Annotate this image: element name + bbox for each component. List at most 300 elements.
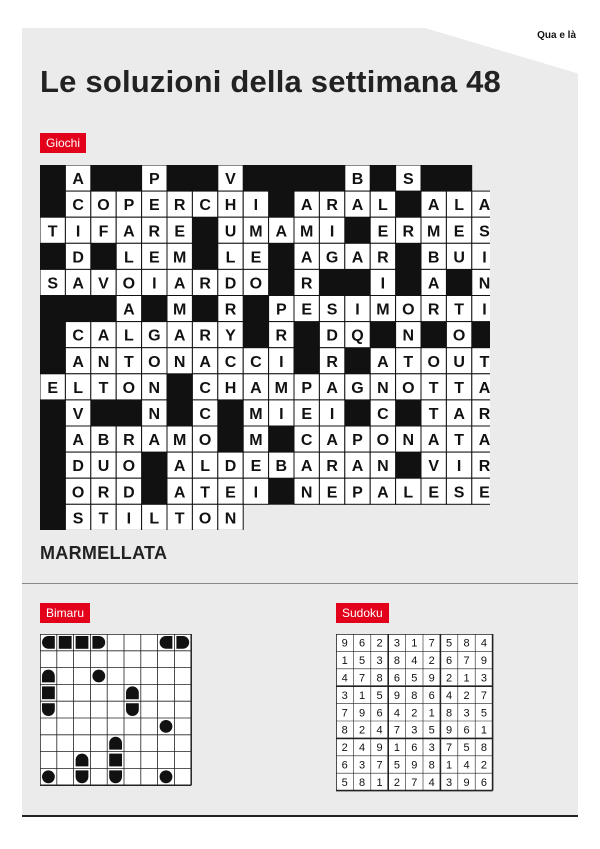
sudoku-digit: 3 <box>376 655 383 668</box>
crossword-black-cell <box>91 296 117 323</box>
sudoku-digit: 7 <box>341 707 348 720</box>
crossword-letter: A <box>72 171 84 189</box>
crossword-letter: T <box>98 510 109 528</box>
sudoku-digit: 5 <box>480 707 487 720</box>
crossword-black-cell <box>40 348 66 375</box>
crossword-letter: C <box>377 405 389 423</box>
crossword-letter: S <box>47 275 59 293</box>
crossword-black-cell <box>243 322 269 349</box>
crossword-letter: Q <box>351 327 364 345</box>
sudoku-digit: 8 <box>359 776 366 789</box>
crossword-black-cell <box>269 165 295 192</box>
crossword-letter: L <box>124 327 134 345</box>
crossword-letter: A <box>72 275 84 293</box>
sudoku-digit: 9 <box>376 742 383 755</box>
crossword-black-cell <box>243 296 269 323</box>
sudoku-digit: 9 <box>359 707 366 720</box>
crossword-letter: E <box>250 249 262 267</box>
crossword-letter: M <box>274 379 288 397</box>
crossword-letter: F <box>98 223 109 241</box>
crossword-black-cell <box>167 400 193 427</box>
crossword-letter: D <box>326 327 338 345</box>
crossword-letter: E <box>377 223 389 241</box>
crossword-black-cell <box>472 322 490 349</box>
crossword-letter: O <box>198 510 212 528</box>
crossword-letter: A <box>351 458 364 476</box>
crossword-letter: I <box>253 484 259 502</box>
sudoku-digit: 2 <box>411 707 418 720</box>
sudoku-digit: 9 <box>463 776 470 789</box>
bimaru-ship-mid <box>76 636 89 649</box>
bimaru-ship-bottom <box>126 703 139 716</box>
crossword-letter: O <box>402 379 415 397</box>
crossword-solution: MARMELLATA <box>40 543 168 563</box>
crossword-letter: A <box>453 405 465 423</box>
crossword-letter: I <box>152 275 157 293</box>
crossword-letter: C <box>250 353 262 371</box>
crossword-letter: I <box>355 301 360 319</box>
sudoku-digit: 4 <box>463 759 470 772</box>
crossword-black-cell <box>40 191 66 218</box>
crossword-letter: S <box>402 171 414 189</box>
crossword-letter: T <box>454 432 464 450</box>
sudoku-digit: 1 <box>428 707 435 720</box>
crossword-letter: R <box>427 301 440 319</box>
crossword-black-cell <box>269 269 295 296</box>
sudoku-digit: 2 <box>428 655 435 668</box>
crossword-letter: A <box>326 432 338 450</box>
crossword-letter: R <box>326 458 338 476</box>
crossword-black-cell <box>294 348 320 375</box>
sudoku-digit: 6 <box>341 759 348 772</box>
crossword-letter: V <box>428 458 440 476</box>
crossword-letter: T <box>47 223 58 241</box>
crossword-letter: E <box>479 484 490 502</box>
sudoku-digit: 3 <box>446 776 453 789</box>
crossword-letter: U <box>453 353 465 371</box>
bimaru-ship-mid <box>59 636 72 649</box>
bimaru-ship-bottom <box>42 703 55 716</box>
crossword-letter: O <box>97 197 110 215</box>
sudoku-digit: 5 <box>428 724 435 737</box>
crossword-letter: A <box>123 223 135 241</box>
crossword-letter: R <box>123 432 135 450</box>
crossword-letter: L <box>225 249 236 267</box>
sudoku-label: Sudoku <box>336 603 389 623</box>
crossword-black-cell <box>345 269 371 296</box>
crossword-letter: S <box>453 484 465 502</box>
crossword-black-cell <box>116 400 142 427</box>
crossword-letter: H <box>224 197 237 215</box>
crossword-black-cell <box>421 165 447 192</box>
crossword-letter: R <box>173 197 186 215</box>
crossword-black-cell <box>116 165 142 192</box>
crossword-letter: A <box>250 379 262 397</box>
crossword-letter: S <box>72 510 84 528</box>
crossword-letter: N <box>478 275 490 293</box>
crossword-black-cell <box>142 478 168 505</box>
sudoku-digit: 3 <box>411 724 418 737</box>
crossword-letter: T <box>124 353 134 371</box>
crossword-black-cell <box>40 504 66 530</box>
crossword-letter: N <box>402 432 415 450</box>
sudoku-digit: 1 <box>446 759 453 772</box>
crossword-letter: V <box>72 405 84 423</box>
sudoku-digit: 4 <box>393 707 400 720</box>
crossword-black-cell <box>40 452 66 479</box>
crossword-letter: M <box>249 405 263 423</box>
crossword-letter: A <box>326 379 338 397</box>
crossword-letter: Y <box>225 327 236 345</box>
sudoku-digit: 3 <box>393 637 400 650</box>
crossword-letter: C <box>199 379 211 397</box>
crossword-letter: R <box>402 223 415 241</box>
sudoku-digit: 9 <box>341 637 348 650</box>
crossword-letter: S <box>326 301 338 319</box>
bimaru-label: Bimaru <box>40 603 90 623</box>
crossword-letter: E <box>301 405 313 423</box>
crossword-black-cell <box>167 165 193 192</box>
giochi-label: Giochi <box>40 133 86 153</box>
sudoku-digit: 5 <box>446 637 453 650</box>
sudoku-digit: 1 <box>376 776 383 789</box>
crossword-letter: I <box>75 223 81 241</box>
crossword-letter: O <box>402 301 415 319</box>
page-title: Le soluzioni della settimana 48 <box>40 64 501 99</box>
sudoku-digit: 4 <box>359 742 366 755</box>
crossword-letter: I <box>380 275 386 293</box>
crossword-letter: S <box>479 223 490 241</box>
crossword-letter: N <box>402 327 415 345</box>
crossword-letter: O <box>122 379 136 397</box>
crossword-letter: A <box>148 432 161 450</box>
crossword-letter: E <box>174 223 186 241</box>
sudoku-digit: 8 <box>463 637 470 650</box>
crossword-cell <box>472 296 490 322</box>
crossword-black-cell <box>446 165 472 192</box>
sudoku-grid <box>336 634 496 801</box>
crossword-letter: I <box>482 249 487 267</box>
bimaru-ship-left <box>160 636 173 649</box>
crossword-letter: P <box>352 484 363 502</box>
crossword-letter: A <box>351 249 364 267</box>
crossword-letter: T <box>174 510 185 528</box>
bimaru-ship-sub <box>160 770 173 783</box>
crossword-letter: I <box>279 405 284 423</box>
crossword-letter: I <box>126 510 132 528</box>
crossword-letter: O <box>452 327 466 345</box>
sudoku-digit: 2 <box>393 776 400 789</box>
sudoku-digit: 4 <box>480 637 487 650</box>
sudoku-digit: 9 <box>411 759 418 772</box>
crossword-black-cell <box>421 322 447 349</box>
crossword-letter: I <box>279 353 284 371</box>
crossword-black-cell <box>345 217 371 244</box>
crossword-letter: R <box>478 405 490 423</box>
bimaru-ship-top <box>42 670 55 683</box>
crossword-letter: N <box>173 353 186 371</box>
crossword-letter: A <box>427 275 440 293</box>
crossword-black-cell <box>319 165 345 192</box>
crossword-black-cell <box>167 374 193 401</box>
crossword-letter: A <box>97 327 110 345</box>
crossword-letter: N <box>224 510 237 528</box>
crossword-letter: P <box>275 301 287 319</box>
crossword-black-cell <box>370 322 396 349</box>
sudoku-digit: 8 <box>411 689 418 702</box>
crossword-letter: C <box>72 327 84 345</box>
crossword-letter: M <box>173 432 187 450</box>
crossword-letter: E <box>47 379 59 397</box>
sudoku-digit: 7 <box>428 637 435 650</box>
crossword-letter: V <box>225 171 236 189</box>
crossword-letter: C <box>199 405 211 423</box>
crossword-letter: M <box>249 432 263 450</box>
crossword-letter: R <box>377 249 389 267</box>
sudoku-digit: 9 <box>393 689 400 702</box>
crossword-letter: O <box>427 353 440 371</box>
crossword-letter: B <box>351 171 364 189</box>
crossword-letter: A <box>173 458 186 476</box>
crossword-letter: A <box>478 379 490 397</box>
bimaru-grid <box>40 634 192 801</box>
crossword-letter: E <box>326 484 338 502</box>
bimaru-ship-top <box>76 754 89 767</box>
crossword-letter: C <box>300 432 313 450</box>
sudoku-digit: 1 <box>341 655 348 668</box>
sudoku-digit: 2 <box>446 672 453 685</box>
crossword-letter: I <box>329 223 335 241</box>
crossword-letter: B <box>427 249 440 267</box>
crossword-letter: T <box>403 353 414 371</box>
crossword-letter: D <box>224 275 237 293</box>
crossword-letter: A <box>377 353 389 371</box>
crossword-black-cell <box>269 426 295 453</box>
crossword-letter: A <box>173 327 186 345</box>
crossword-letter: R <box>199 327 211 345</box>
sudoku-digit: 3 <box>341 689 348 702</box>
crossword-letter: A <box>173 484 186 502</box>
crossword-letter: P <box>123 197 135 215</box>
crossword-letter: R <box>326 353 338 371</box>
crossword-black-cell <box>269 191 295 218</box>
crossword-letter: A <box>351 197 364 215</box>
sudoku-digit: 2 <box>480 759 487 772</box>
crossword-black-cell <box>269 478 295 505</box>
crossword-letter: G <box>148 327 161 345</box>
sudoku-digit: 4 <box>376 724 383 737</box>
crossword-letter: T <box>428 405 439 423</box>
sudoku-digit: 9 <box>446 724 453 737</box>
bimaru-ship-sub <box>92 670 105 683</box>
sudoku-digit: 6 <box>359 637 366 650</box>
crossword-black-cell <box>396 191 422 218</box>
crossword-black-cell <box>91 400 117 427</box>
sudoku-digit: 5 <box>359 655 366 668</box>
crossword-letter: O <box>148 353 161 371</box>
crossword-black-cell <box>192 165 218 192</box>
bimaru-ship-top <box>126 686 139 699</box>
crossword-letter: C <box>224 353 237 371</box>
crossword-letter: M <box>249 223 263 241</box>
crossword-letter: A <box>300 197 313 215</box>
crossword-letter: C <box>199 197 211 215</box>
crossword-letter: D <box>72 458 84 476</box>
sudoku-digit: 9 <box>428 672 435 685</box>
crossword-letter: E <box>250 458 262 476</box>
bimaru-ship-right <box>176 636 189 649</box>
sudoku-digit: 8 <box>341 724 348 737</box>
crossword-black-cell <box>91 243 117 269</box>
crossword-letter: L <box>454 197 464 215</box>
crossword-black-cell <box>40 426 66 453</box>
crossword-black-cell <box>269 243 295 269</box>
crossword-letter: L <box>200 458 210 476</box>
crossword-letter: E <box>301 301 313 319</box>
sudoku-digit: 6 <box>393 672 400 685</box>
crossword-letter: D <box>123 484 135 502</box>
sudoku-digit: 8 <box>428 759 435 772</box>
crossword-letter: R <box>275 327 288 345</box>
crossword-letter: B <box>97 432 110 450</box>
sudoku-digit: 2 <box>341 742 348 755</box>
sudoku-digit: 5 <box>376 689 383 702</box>
bimaru-ship-mid <box>109 754 122 767</box>
sudoku-digit: 6 <box>446 655 453 668</box>
sudoku-digit: 3 <box>359 759 366 772</box>
sudoku-digit: 7 <box>359 672 366 685</box>
crossword-letter: T <box>479 353 490 371</box>
sudoku-digit: 3 <box>480 672 487 685</box>
sudoku-digit: 5 <box>411 672 418 685</box>
crossword-letter: R <box>478 458 490 476</box>
crossword-letter: O <box>122 458 136 476</box>
bimaru-ship-bottom <box>109 770 122 783</box>
sudoku-digit: 7 <box>463 655 470 668</box>
sudoku-digit: 7 <box>446 742 453 755</box>
crossword-black-cell <box>446 269 472 296</box>
crossword-letter: T <box>454 301 464 319</box>
crossword-letter: A <box>377 484 389 502</box>
crossword-letter: T <box>454 379 464 397</box>
crossword-black-cell <box>40 400 66 427</box>
crossword-letter: I <box>329 405 335 423</box>
bimaru-ship-top <box>109 737 122 750</box>
crossword-black-cell <box>218 426 244 453</box>
crossword-letter: L <box>403 484 414 502</box>
crossword-letter: A <box>199 353 211 371</box>
crossword-letter: I <box>253 197 259 215</box>
crossword-letter: E <box>148 197 160 215</box>
crossword-letter: H <box>224 379 237 397</box>
crossword-letter: O <box>122 275 136 293</box>
crossword-letter: C <box>72 197 84 215</box>
crossword-letter: D <box>72 249 84 267</box>
crossword-letter: A <box>72 353 84 371</box>
sudoku-digit: 4 <box>341 672 348 685</box>
crossword-black-cell <box>192 217 218 244</box>
crossword-letter: V <box>98 275 109 293</box>
bimaru-ship-right <box>92 636 105 649</box>
crossword-letter: A <box>123 301 135 319</box>
crossword-letter: T <box>428 379 439 397</box>
crossword-letter: E <box>453 223 465 241</box>
bimaru-ship-left <box>42 636 55 649</box>
sudoku-digit: 2 <box>376 637 383 650</box>
crossword-black-cell <box>65 296 91 323</box>
crossword-letter: N <box>377 379 389 397</box>
crossword-letter: L <box>124 249 134 267</box>
crossword-black-cell <box>40 296 66 323</box>
sudoku-digit: 3 <box>428 742 435 755</box>
crossword-letter: O <box>71 484 85 502</box>
crossword-black-cell <box>192 296 218 323</box>
crossword-letter: T <box>98 379 109 397</box>
crossword-letter: A <box>72 432 84 450</box>
crossword-letter: R <box>148 223 161 241</box>
sudoku-digit: 4 <box>428 776 435 789</box>
section-divider <box>22 583 578 584</box>
crossword-black-cell <box>192 243 218 269</box>
crossword-black-cell <box>345 348 371 375</box>
sudoku-digit: 8 <box>446 707 453 720</box>
crossword-letter: E <box>225 484 236 502</box>
crossword-letter: A <box>173 275 186 293</box>
crossword-black-cell <box>294 165 320 192</box>
crossword-letter: U <box>224 223 237 241</box>
sudoku-digit: 1 <box>480 724 487 737</box>
sudoku-digit: 1 <box>411 637 418 650</box>
crossword-letter: T <box>200 484 210 502</box>
crossword-letter: R <box>97 484 110 502</box>
sudoku-digit: 2 <box>463 689 470 702</box>
sudoku-digit: 6 <box>428 689 435 702</box>
crossword-letter: I <box>482 301 487 319</box>
sudoku-digit: 2 <box>359 724 366 737</box>
crossword-letter: R <box>224 301 237 319</box>
crossword-letter: O <box>249 275 263 293</box>
crossword-letter: L <box>149 510 160 528</box>
crossword-letter: O <box>376 432 390 450</box>
crossword-black-cell <box>396 400 422 427</box>
crossword-letter: R <box>300 275 313 293</box>
crossword-letter: B <box>275 458 288 476</box>
crossword-letter: U <box>97 458 110 476</box>
crossword-letter: A <box>300 249 313 267</box>
crossword-black-cell <box>40 165 66 192</box>
crossword-letter: N <box>377 458 389 476</box>
crossword-black-cell <box>294 322 320 349</box>
crossword-letter: G <box>325 249 339 267</box>
sudoku-digit: 8 <box>393 655 400 668</box>
sudoku-digit: 5 <box>463 742 470 755</box>
crossword-letter: M <box>173 301 187 319</box>
crossword-letter: A <box>478 197 490 215</box>
sudoku-digit: 5 <box>341 776 348 789</box>
crossword-letter: G <box>351 379 364 397</box>
sudoku-digit: 9 <box>480 655 487 668</box>
crossword-letter: A <box>427 432 440 450</box>
crossword-black-cell <box>396 452 422 479</box>
crossword-black-cell <box>319 269 345 296</box>
crossword-letter: E <box>148 249 160 267</box>
crossword-letter: A <box>300 458 313 476</box>
crossword-letter: M <box>300 223 314 241</box>
crossword-black-cell <box>345 400 371 427</box>
crossword-black-cell <box>243 165 269 192</box>
sudoku-digit: 6 <box>463 724 470 737</box>
crossword-letter: P <box>301 379 313 397</box>
